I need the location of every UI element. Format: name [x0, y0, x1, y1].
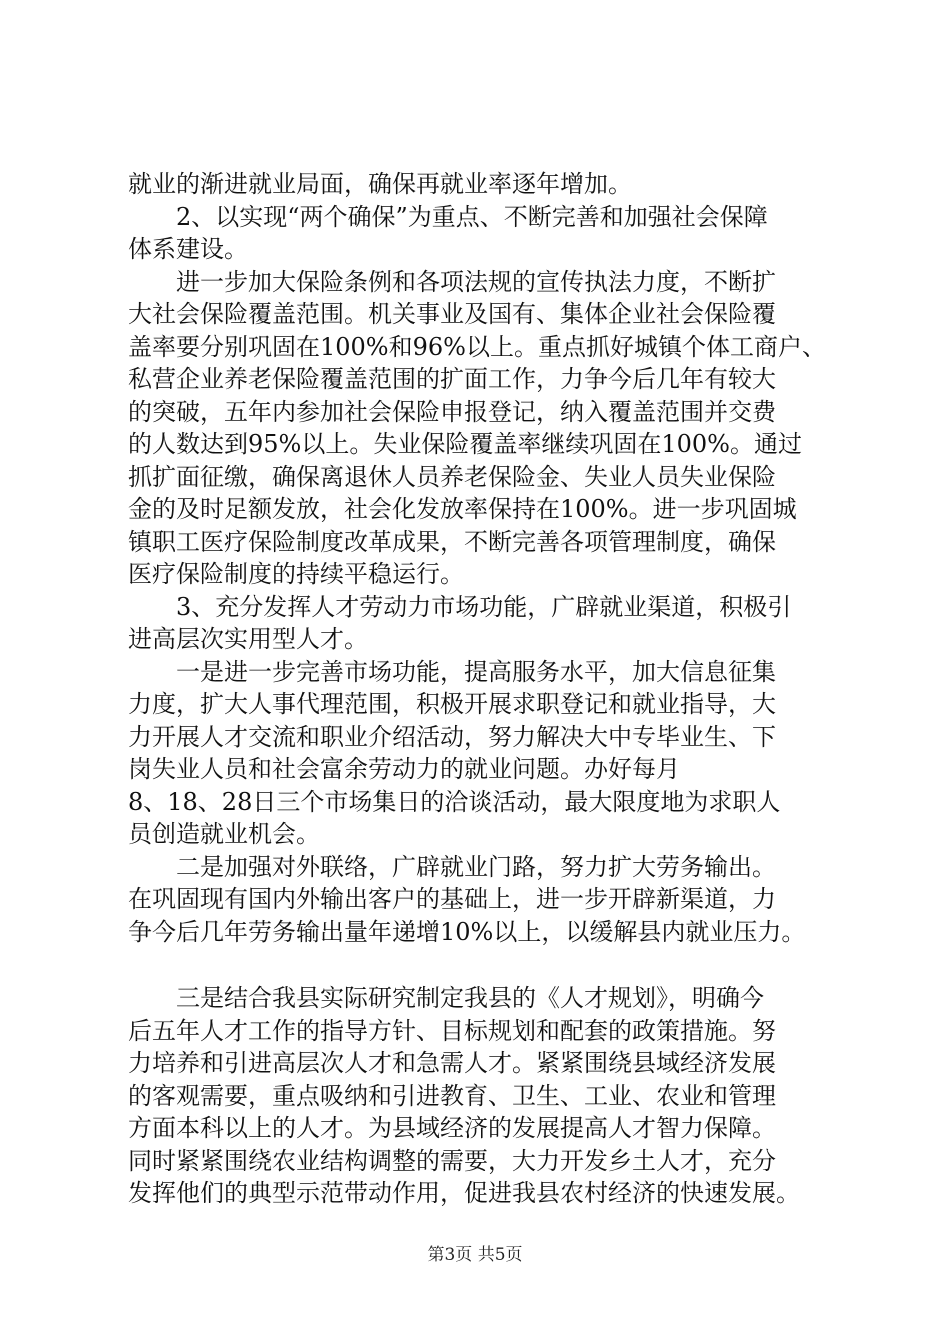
text-line: 三是结合我县实际研究制定我县的《人才规划》，明确今 — [176, 984, 764, 1012]
text-line: 进高层次实用型人才。 — [128, 625, 368, 653]
text-line: 盖率要分别巩固在100%和96%以上。重点抓好城镇个体工商户、 — [128, 332, 826, 361]
text-line: 体系建设。 — [128, 235, 248, 263]
text-line: 争今后几年劳务输出量年递增10%以上，以缓解县内就业压力。 — [128, 917, 806, 946]
text-line: 私营企业养老保险覆盖范围的扩面工作，力争今后几年有较大 — [128, 365, 776, 393]
blank-line — [128, 948, 828, 982]
text-line: 抓扩面征缴，确保离退休人员养老保险金、失业人员失业保险 — [128, 462, 776, 491]
text-line: 同时紧紧围绕农业结构调整的需要，大力开发乡土人才，充分 — [128, 1146, 776, 1175]
text-line: 的人数达到95%以上。失业保险覆盖率继续巩固在100%。通过 — [128, 430, 802, 458]
text-line: 2、以实现“两个确保”为重点、不断完善和加强社会保障 — [176, 202, 768, 231]
text-line: 的客观需要，重点吸纳和引进教育、卫生、工业、农业和管理 — [128, 1081, 776, 1110]
text-line: 发挥他们的典型示范带动作用，促进我县农村经济的快速发展。 — [128, 1179, 800, 1207]
text-line: 方面本科以上的人才。为县域经济的发展提高人才智力保障。 — [128, 1114, 776, 1142]
page-footer: 第3页 共5页 — [427, 1245, 523, 1265]
text-line: 力度，扩大人事代理范围，积极开展求职登记和就业指导，大 — [128, 690, 776, 718]
document-body — [128, 168, 828, 1210]
text-line: 镇职工医疗保险制度改革成果，不断完善各项管理制度，确保 — [128, 527, 776, 556]
text-line: 二是加强对外联络，广辟就业门路，努力扩大劳务输出。 — [176, 852, 776, 881]
text-line: 大社会保险覆盖范围。机关事业及国有、集体企业社会保险覆 — [128, 300, 776, 328]
text-line: 3、充分发挥人才劳动力市场功能，广辟就业渠道，积极引 — [176, 592, 792, 621]
text-line: 8、18、28日三个市场集日的洽谈活动，最大限度地为求职人 — [128, 787, 781, 816]
text-line: 力培养和引进高层次人才和急需人才。紧紧围绕县域经济发展 — [128, 1049, 776, 1077]
text-line: 的突破，五年内参加社会保险申报登记，纳入覆盖范围并交费 — [128, 397, 776, 426]
text-line: 医疗保险制度的持续平稳运行。 — [128, 560, 464, 588]
text-line: 在巩固现有国内外输出客户的基础上，进一步开辟新渠道，力 — [128, 885, 776, 913]
text-line: 金的及时足额发放，社会化发放率保持在100%。进一步巩固城 — [128, 495, 797, 523]
text-line: 一是进一步完善市场功能，提高服务水平，加大信息征集 — [176, 657, 776, 686]
text-line: 后五年人才工作的指导方针、目标规划和配套的政策措施。努 — [128, 1016, 776, 1045]
text-line: 岗失业人员和社会富余劳动力的就业问题。办好每月 — [128, 755, 680, 783]
text-line: 进一步加大保险条例和各项法规的宣传执法力度，不断扩 — [176, 267, 776, 296]
text-line: 就业的渐进就业局面，确保再就业率逐年增加。 — [128, 170, 632, 198]
text-line: 员创造就业机会。 — [128, 820, 320, 848]
text-line: 力开展人才交流和职业介绍活动，努力解决大中专毕业生、下 — [128, 722, 776, 751]
